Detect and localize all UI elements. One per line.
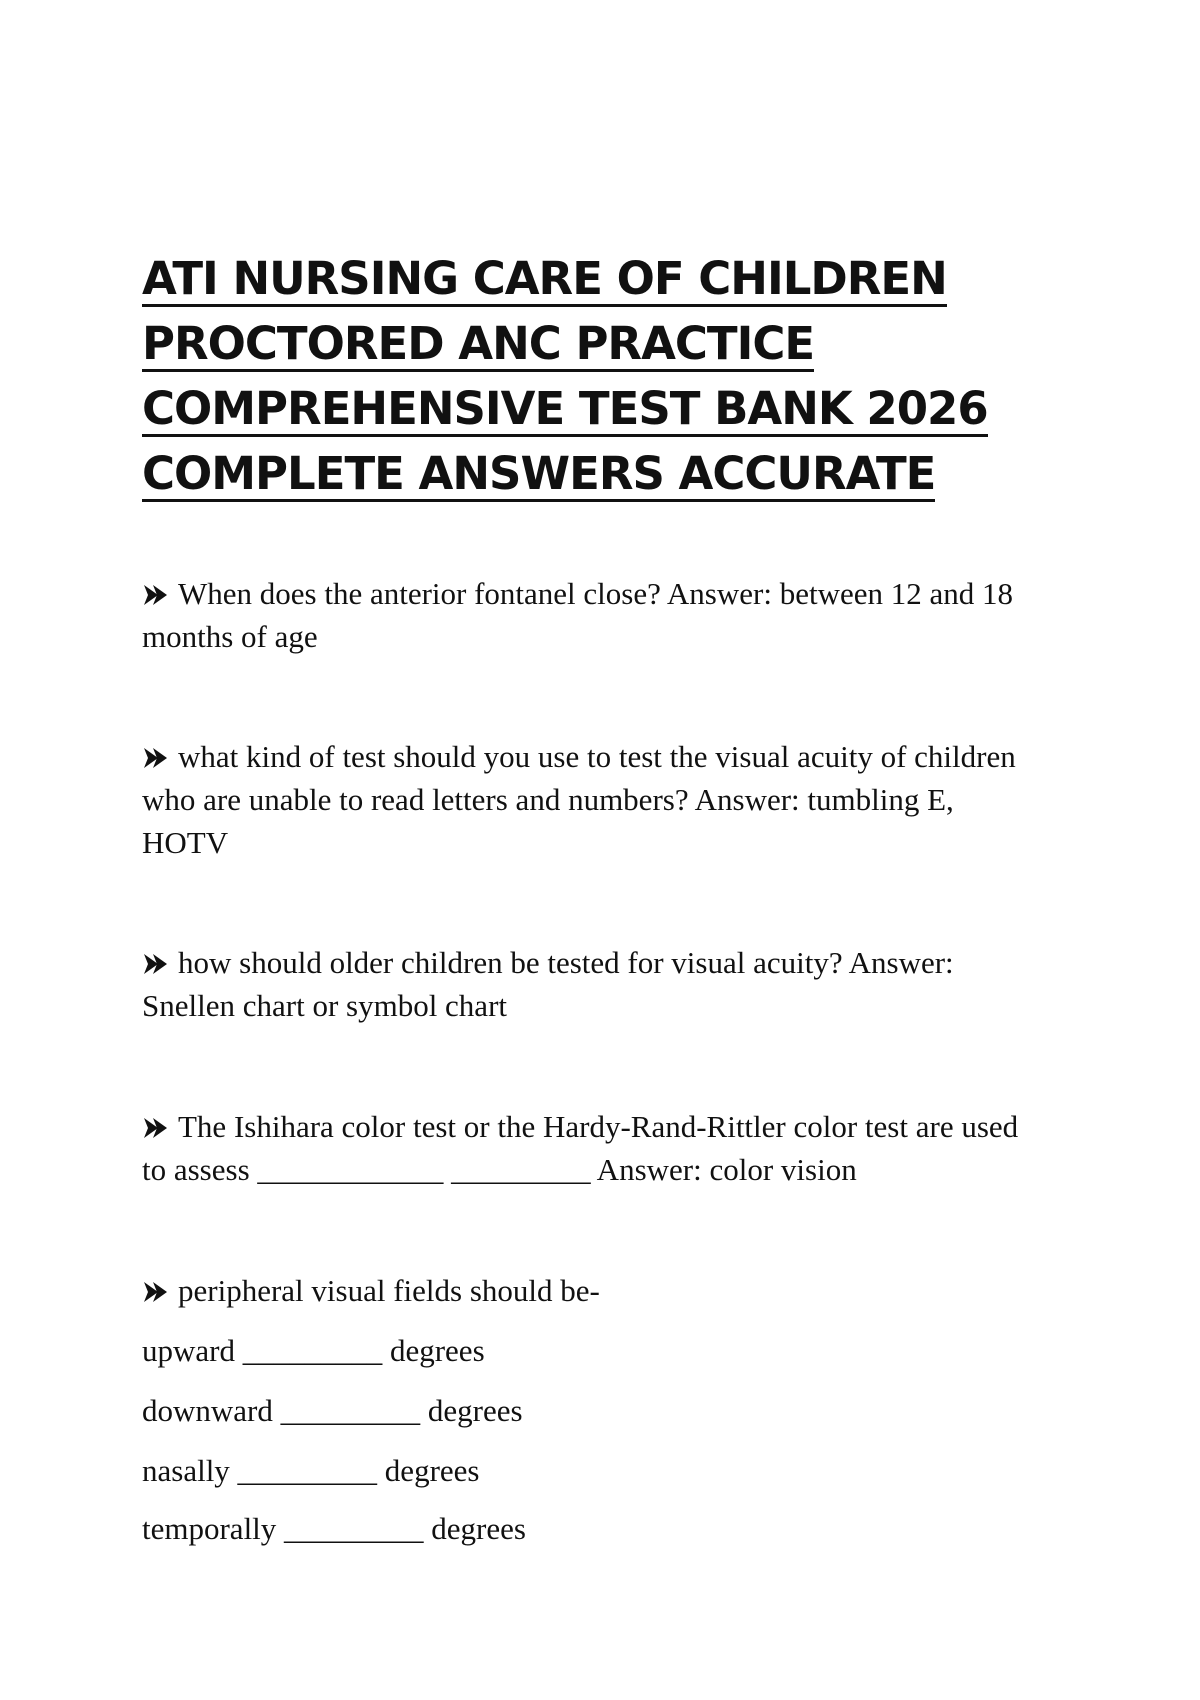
fill-in-field-downward: downward _________ degrees <box>142 1393 523 1428</box>
double-arrowhead-icon <box>142 738 170 762</box>
question-text: When does the anterior fontanel close? Answer: between 12 and 18 months of age <box>142 576 1013 654</box>
question-item <box>142 1269 1042 1312</box>
title-line: COMPLETE ANSWERS ACCURATE <box>142 447 936 500</box>
question-item <box>142 735 1042 864</box>
document-title <box>142 250 1042 510</box>
question-item <box>142 1105 1042 1191</box>
fill-in-field-upward: upward _________ degrees <box>142 1333 485 1368</box>
title-line: ATI NURSING CARE OF CHILDREN <box>142 252 947 305</box>
double-arrowhead-icon <box>142 575 170 599</box>
fill-in-field-temporally: temporally _________ degrees <box>142 1511 526 1546</box>
question-item <box>142 941 1042 1027</box>
question-text: peripheral visual fields should be- <box>178 1273 600 1308</box>
double-arrowhead-icon <box>142 944 170 968</box>
fill-in-field-nasally: nasally _________ degrees <box>142 1453 480 1488</box>
question-text: how should older children be tested for visual acuity? Answer: Snellen chart or symbol chart <box>142 945 954 1023</box>
question-text: The Ishihara color test or the Hardy-Rand-Rittler color test are used to assess ____________ _________ Answer: color vision <box>142 1109 1019 1187</box>
question-item <box>142 572 1042 658</box>
title-line: PROCTORED ANC PRACTICE <box>142 317 815 370</box>
double-arrowhead-icon <box>142 1272 170 1296</box>
question-text: what kind of test should you use to test the visual acuity of children who are unable to read letters and numbers? Answer: tumbling E, HOTV <box>142 739 1016 860</box>
title-line: COMPREHENSIVE TEST BANK 2026 <box>142 382 988 435</box>
double-arrowhead-icon <box>142 1108 170 1132</box>
